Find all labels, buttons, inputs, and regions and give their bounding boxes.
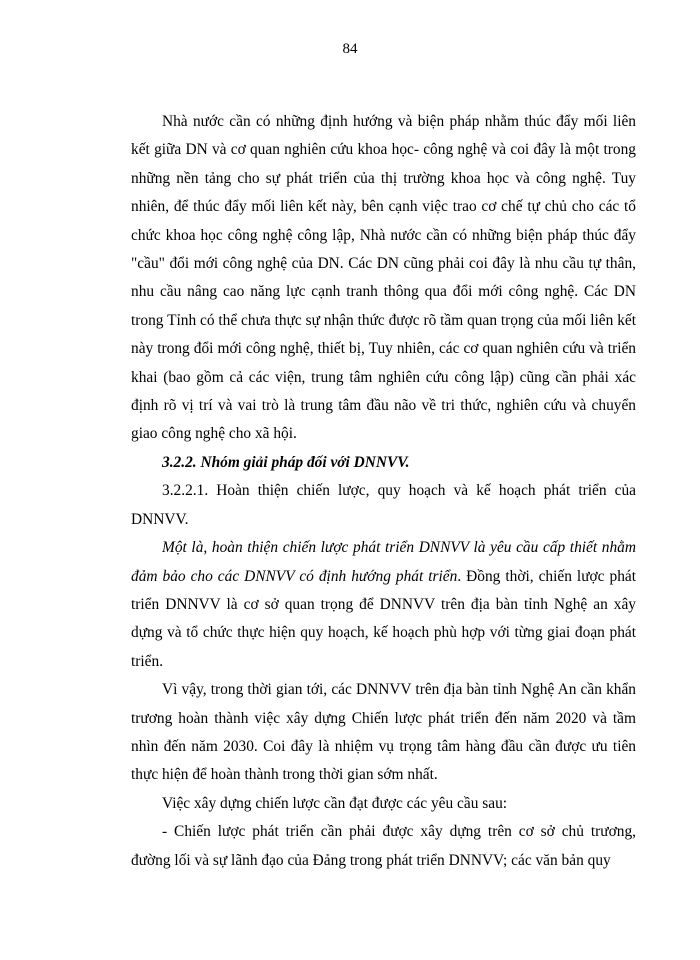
paragraph-timeline: Vì vậy, trong thời gian tới, các DNNVV trên địa bàn tỉnh Nghệ An cần khẩn trương hoàn thành việc xây dựng Chiến lược phát triển đến năm 2020 và tầm nhìn đến năm 2030. Coi đây là nhiệm vụ trọng tâm hàng đầu cần được ưu tiên thực hiện để hoàn thành trong thời gian sớm nhất. <box>131 681 636 784</box>
subsection-title: 3.2.2.1. Hoàn thiện chiến lược, quy hoạch và kế hoạch phát triển của DNNVV. <box>131 482 636 528</box>
paragraph-strategy-rest: . Đồng thời, chiến lược phát triển DNNVV là cơ sở quan trọng để DNNVV trên địa bàn tỉnh Nghệ an xây dựng và tổ chức thực hiện quy hoạch, kế hoạch phù hợp với từng giai đoạn phát triển. <box>131 567 637 670</box>
paragraph-requirement-1: - Chiến lược phát triển cần phải được xây dựng trên cơ sở chủ trương, đường lối và sự lãnh đạo của Đảng trong phát triển DNNVV; các văn bản quy <box>131 823 636 869</box>
paragraph-strategy <box>131 534 636 676</box>
section-heading: 3.2.2. Nhóm giải pháp đối với DNNVV. <box>162 453 410 471</box>
paragraph-requirements-intro: Việc xây dựng chiến lược cần đạt được các yêu cầu sau: <box>162 794 508 812</box>
paragraph-tech-linkage: Nhà nước cần có những định hướng và biện pháp nhằm thúc đẩy mối liên kết giữa DN và cơ quan nghiên cứu khoa học- công nghệ và coi đây là một trong những nền tảng cho sự phát triển của thị trường khoa học và công nghệ. Tuy nhiên, để thúc đẩy mối liên kết này, bên cạnh việc trao cơ chế tự chủ cho các tổ chức khoa học công nghệ công lập, Nhà nước cần có những biện pháp thúc đẩy "cầu" đổi mới công nghệ của DN. Các DN cũng phải coi đây là nhu cầu tự thân, nhu cầu nâng cao năng lực cạnh tranh thông qua đổi mới công nghệ. Các DN trong Tỉnh có thể chưa thực sự nhận thức được rõ tầm quan trọng của mối liên kết này trong đổi mới công nghệ, thiết bị, Tuy nhiên, các cơ quan nghiên cứu và triển khai (bao gồm cả các viện, trung tâm nghiên cứu công lập) cũng cần phải xác định rõ vị trí và vai trò là trung tâm đầu não về tri thức, nghiên cứu và chuyển giao công nghệ cho xã hội. <box>131 113 636 443</box>
paragraph-strategy-italic: Một là, hoàn thiện chiến lược phát triển DNNVV là yêu cầu cấp thiết nhằm đảm bảo cho các DNNVV có định hướng phát triển <box>131 539 636 585</box>
page-number: 84 <box>342 41 358 57</box>
document-body <box>131 108 636 875</box>
